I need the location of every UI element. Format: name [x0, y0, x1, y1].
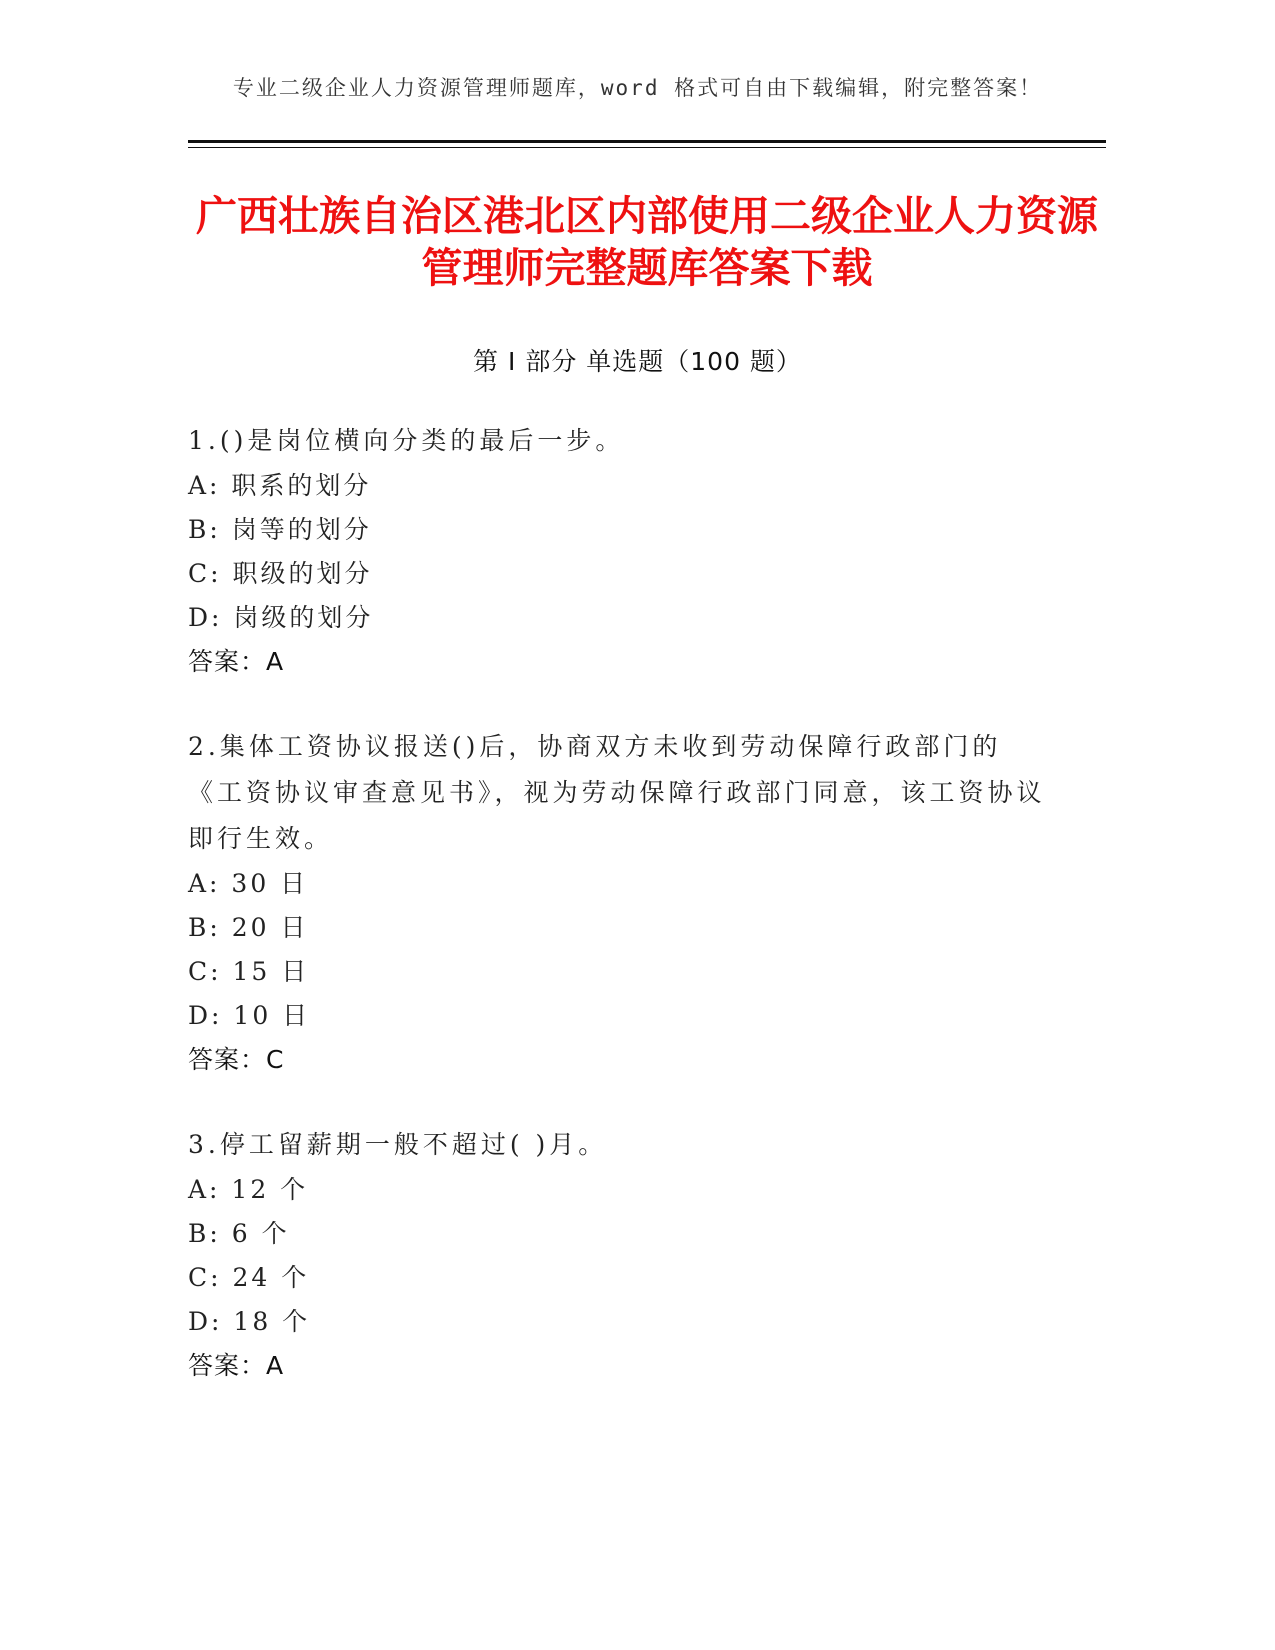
header-note: 专业二级企业人力资源管理师题库，word 格式可自由下载编辑，附完整答案！ — [232, 76, 1043, 100]
option-a: A: 12 个 — [188, 1175, 309, 1204]
header-divider-thin — [188, 147, 1106, 148]
answer: 答案：A — [188, 647, 285, 676]
option-c: C: 24 个 — [188, 1263, 310, 1292]
option-b: B: 岗等的划分 — [188, 515, 372, 544]
answer: 答案：A — [188, 1351, 285, 1380]
option-b: B: 20 日 — [188, 913, 309, 942]
option-c: C: 职级的划分 — [188, 559, 373, 588]
question-stem: 1.()是岗位横向分类的最后一步。 — [188, 426, 625, 455]
option-d: D: 岗级的划分 — [188, 603, 374, 632]
question-2 — [188, 724, 1048, 1082]
section-heading: 第 I 部分 单选题（100 题） — [473, 347, 802, 376]
question-list — [188, 418, 1048, 1428]
question-3 — [188, 1122, 1048, 1388]
option-d: D: 10 日 — [188, 1001, 311, 1030]
answer: 答案：C — [188, 1045, 285, 1074]
option-a: A: 30 日 — [188, 869, 309, 898]
option-d: D: 18 个 — [188, 1307, 311, 1336]
option-a: A: 职系的划分 — [188, 471, 372, 500]
document-title: 广西壮族自治区港北区内部使用二级企业人力资源管理师完整题库答案下载 — [196, 192, 1098, 292]
question-1 — [188, 418, 1048, 684]
question-stem: 2.集体工资协议报送()后，协商双方未收到劳动保障行政部门的《工资协议审查意见书》，视为劳动保障行政部门同意，该工资协议即行生效。 — [188, 732, 1046, 853]
option-c: C: 15 日 — [188, 957, 310, 986]
option-b: B: 6 个 — [188, 1219, 290, 1248]
question-stem: 3.停工留薪期一般不超过( )月。 — [188, 1130, 608, 1159]
header-divider-thick — [188, 140, 1106, 143]
